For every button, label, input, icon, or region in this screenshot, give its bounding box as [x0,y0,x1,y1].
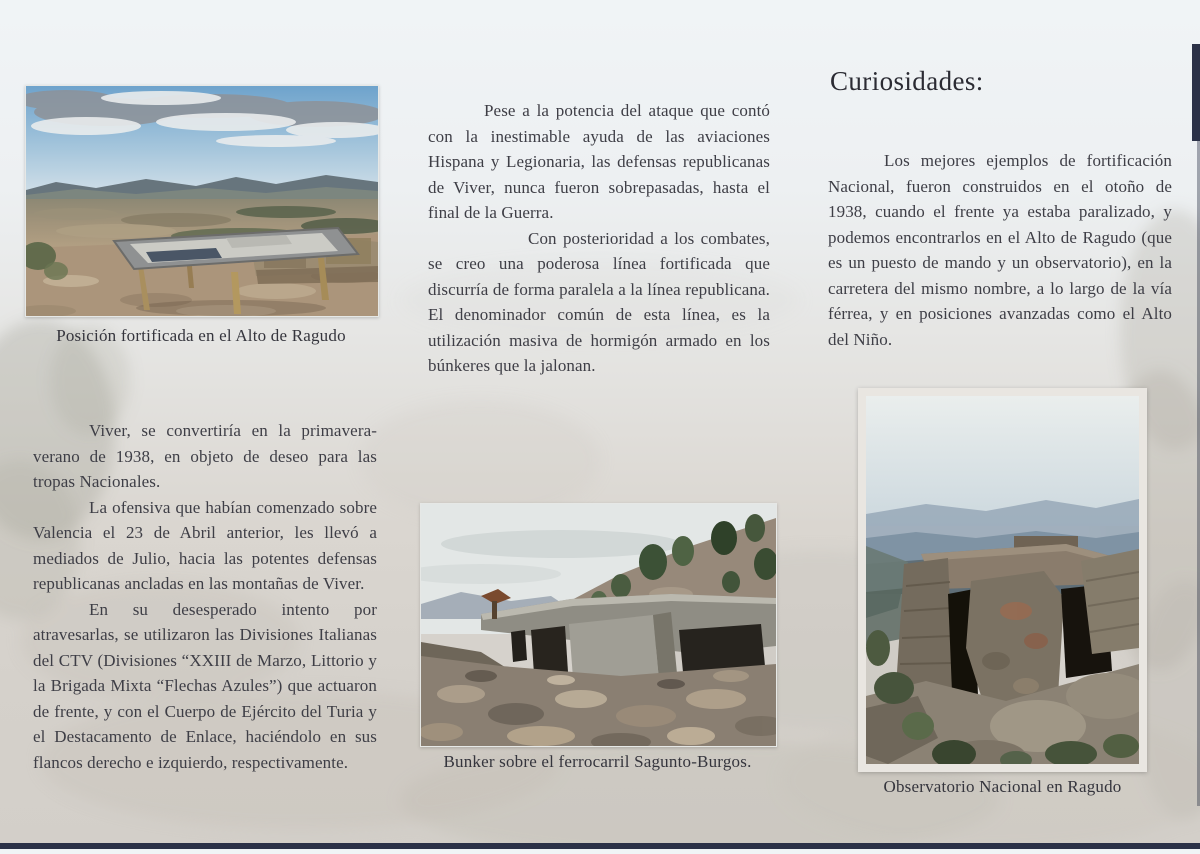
caption-bunker-railway: Bunker sobre el ferrocarril Sagunto-Burgos. [443,752,752,771]
page-bottom-edge-bar [0,843,1200,849]
right-column-text [828,148,1172,352]
page-right-edge-bar [1192,44,1200,141]
photo-observatorio-ragudo [858,388,1147,772]
paragraph: Los mejores ejemplos de fortificación Nacional, fueron construidos en el otoño de 1938, cuando el frente ya estaba paralizado, y podemos encontrarlos en el Alto de Ragudo (que es un puesto de mando y un observatorio), en la carretera del mismo nombre, a lo largo de la vía férrea, y en posiciones avanzadas como el Alto del Niño. [828,151,1172,349]
paragraph: Viver, se convertiría en la primavera-verano de 1938, en objeto de deseo para las tropas Nacionales. [33,421,377,491]
paragraph: Pese a la potencia del ataque que contó con la inestimable ayuda de las aviaciones Hispana y Legionaria, las defensas republicanas de Viver, nunca fueron sobrepasadas, hasta el final de la Guerra. [428,101,770,222]
photo-alto-ragudo-viewpoint [25,85,379,317]
left-column-text [33,418,377,775]
photo-bunker-railway [420,503,777,747]
section-heading: Curiosidades: [830,66,984,96]
paragraph: En su desesperado intento por atravesarlas, se utilizaron las Divisiones Italianas del CTV (Divisiones “XXIII de Marzo, Littorio y la Brigada Mixta “Flechas Azules”) que actuaron de frente, y con el Cuerpo de Ejército del Turia y el Destacamento de Enlace, haciéndolo en sus flancos derecho e izquierdo, respectivamente. [33,599,377,772]
paragraph: La ofensiva que habían comenzado sobre Valencia el 23 de Abril anterior, les llevó a mediados de Julio, hacia las potentes defensas republicanas ancladas en las montañas de Viver. [33,497,377,593]
caption-alto-ragudo: Posición fortificada en el Alto de Ragudo [56,326,346,345]
paragraph: Con posterioridad a los combates, se creo una poderosa línea fortificada que discurría de forma paralela a la línea republicana. El denominador común de esta línea, es la utilización masiva de hormigón armado en los búnkeres que la jalonan. [428,228,770,375]
caption-observatorio-ragudo: Observatorio Nacional en Ragudo [883,777,1122,796]
middle-column-text [428,98,770,379]
